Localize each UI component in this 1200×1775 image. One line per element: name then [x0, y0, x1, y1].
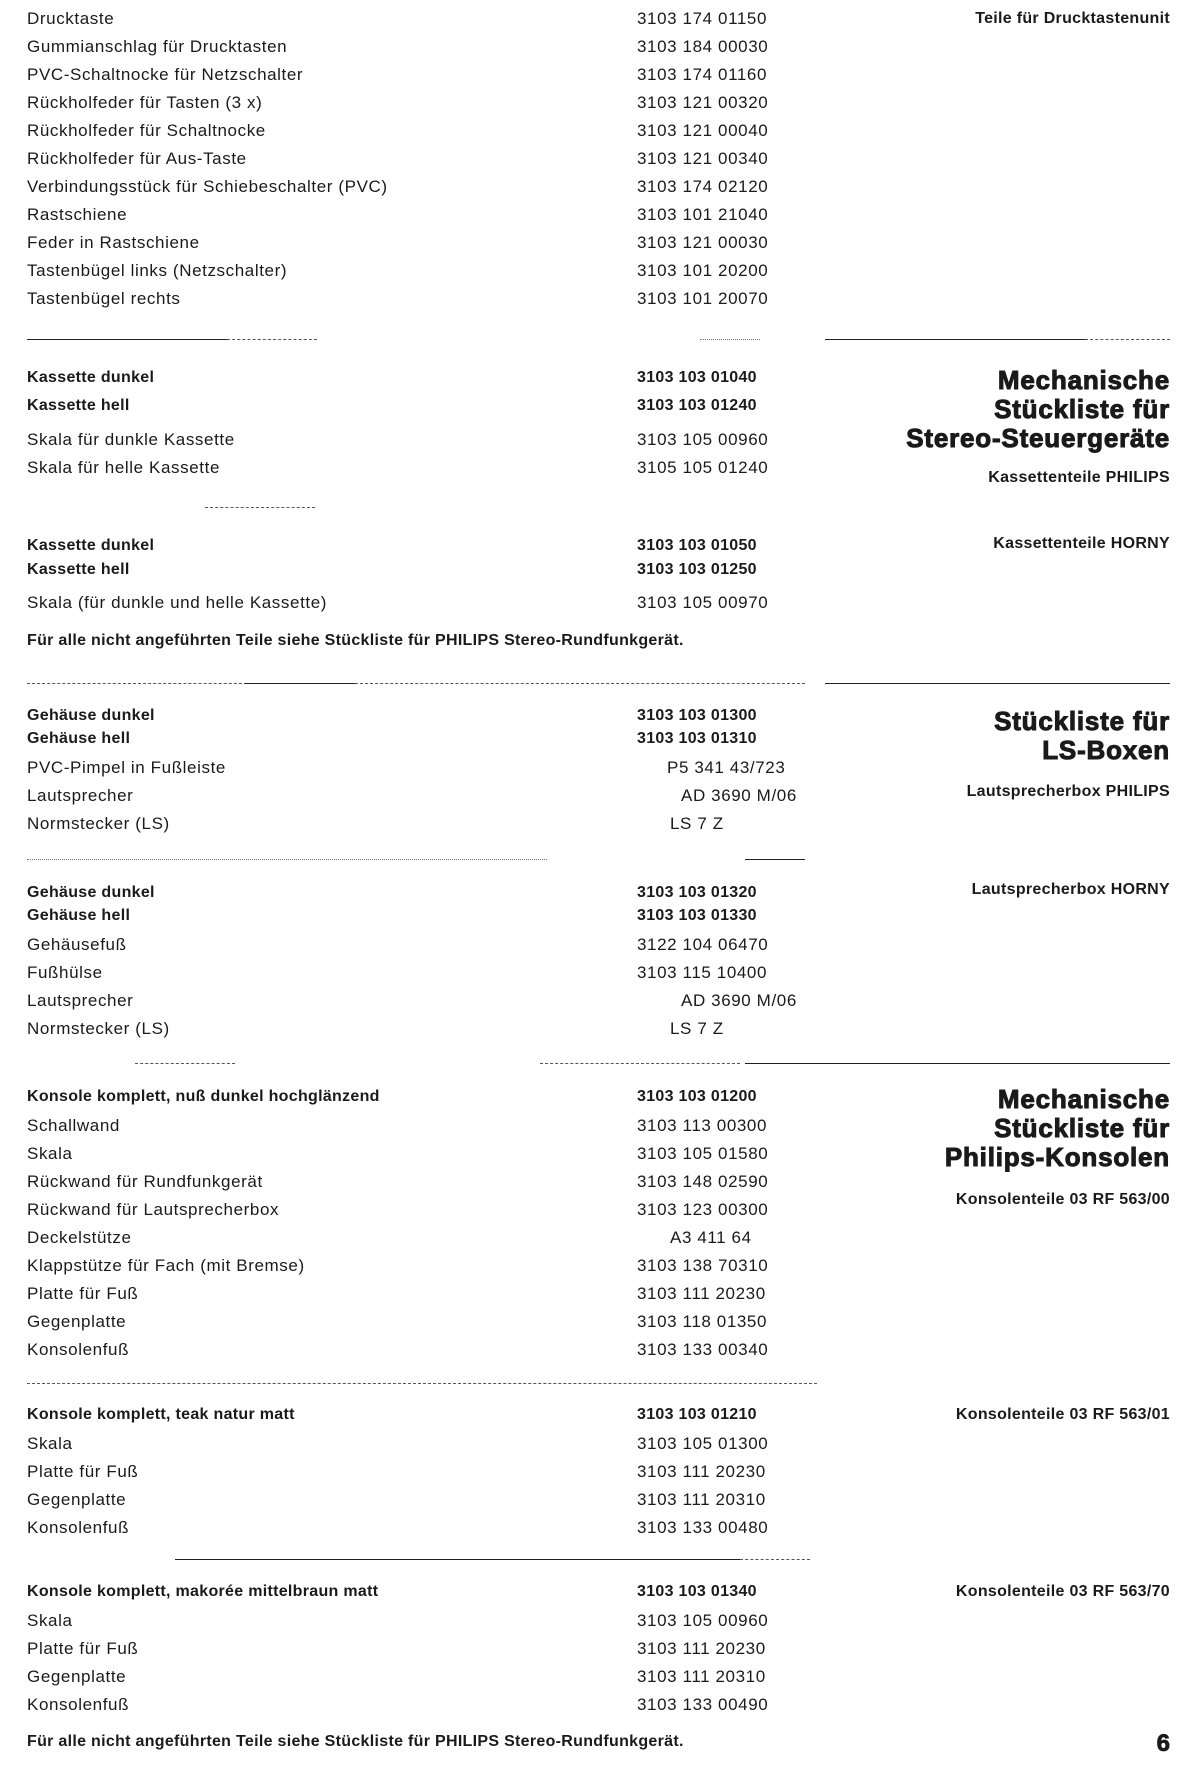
part-name: Skala für helle Kassette — [27, 458, 220, 477]
part-row — [27, 1406, 777, 1430]
part-row — [27, 458, 777, 482]
part-number: 3103 103 01240 — [637, 397, 757, 414]
section-heading — [906, 366, 1170, 453]
part-name: Kassette dunkel — [27, 369, 155, 386]
part-row — [27, 1518, 777, 1542]
part-row — [27, 1228, 777, 1252]
part-row — [27, 1695, 777, 1719]
divider — [175, 1559, 740, 1560]
part-name: Gegenplatte — [27, 1312, 127, 1331]
part-name: Skala für dunkle Kassette — [27, 430, 235, 449]
part-name: Normstecker (LS) — [27, 814, 170, 833]
part-name: Tastenbügel links (Netzschalter) — [27, 261, 288, 280]
part-row — [27, 814, 777, 838]
divider — [700, 339, 760, 340]
part-number: 3103 105 00970 — [637, 593, 769, 612]
part-row — [27, 37, 777, 61]
divider — [825, 339, 1085, 340]
divider — [745, 859, 805, 860]
side-label: Lautsprecherbox HORNY — [971, 881, 1170, 898]
part-number: 3103 123 00300 — [637, 1200, 769, 1219]
part-row — [27, 1312, 777, 1336]
part-name: Skala (für dunkle und helle Kassette) — [27, 593, 328, 612]
part-row — [27, 593, 777, 617]
part-name: Gehäusefuß — [27, 935, 127, 954]
part-row — [27, 1611, 777, 1635]
part-row — [27, 121, 777, 145]
divider — [27, 859, 547, 860]
divider — [135, 1063, 235, 1064]
part-number: 3103 103 01210 — [637, 1406, 757, 1423]
part-number: 3122 104 06470 — [637, 935, 769, 954]
footnote: Für alle nicht angeführten Teile siehe Stückliste für PHILIPS Stereo-Rundfunkgerät. — [27, 632, 684, 649]
part-name: Konsolenfuß — [27, 1340, 130, 1359]
part-number: 3103 101 20200 — [637, 261, 769, 280]
part-number: 3103 103 01050 — [637, 537, 757, 554]
part-number: 3103 101 20070 — [637, 289, 769, 308]
part-name: Rückholfeder für Aus-Taste — [27, 149, 247, 168]
divider — [245, 683, 355, 684]
part-name: Tastenbügel rechts — [27, 289, 181, 308]
section-heading-line: Stückliste für — [994, 706, 1170, 736]
part-row — [27, 93, 777, 117]
part-name: Rückholfeder für Tasten (3 x) — [27, 93, 263, 112]
part-number: 3103 103 01250 — [637, 561, 757, 578]
part-name: Gegenplatte — [27, 1490, 127, 1509]
part-number: 3103 121 00320 — [637, 93, 769, 112]
part-row — [27, 1088, 777, 1112]
part-number: 3103 148 02590 — [637, 1172, 769, 1191]
section-heading-line: Stereo-Steuergeräte — [906, 423, 1170, 453]
part-number: LS 7 Z — [670, 1019, 724, 1038]
part-name: Drucktaste — [27, 9, 115, 28]
part-row — [27, 9, 777, 33]
part-name: Konsole komplett, teak natur matt — [27, 1406, 295, 1423]
part-name: Normstecker (LS) — [27, 1019, 170, 1038]
part-name: Feder in Rastschiene — [27, 233, 200, 252]
part-number: 3103 103 01040 — [637, 369, 757, 386]
part-number: 3103 101 21040 — [637, 205, 769, 224]
part-number: 3103 111 20310 — [637, 1667, 766, 1686]
section-heading-line: Mechanische — [997, 365, 1170, 395]
part-name: Fußhülse — [27, 963, 103, 982]
part-number: 3103 105 00960 — [637, 430, 769, 449]
divider — [27, 339, 227, 340]
divider — [355, 683, 805, 684]
side-label: Konsolenteile 03 RF 563/70 — [955, 1583, 1170, 1600]
part-number: 3103 111 20230 — [637, 1462, 766, 1481]
part-name: Gegenplatte — [27, 1667, 127, 1686]
part-number: 3103 105 00960 — [637, 1611, 769, 1630]
part-row — [27, 1284, 777, 1308]
divider — [27, 683, 257, 684]
part-number: AD 3690 M/06 — [681, 991, 797, 1010]
part-row — [27, 1462, 777, 1486]
part-name: Gehäuse hell — [27, 730, 131, 747]
part-number: 3103 133 00340 — [637, 1340, 769, 1359]
divider — [825, 683, 1170, 684]
part-row — [27, 1256, 777, 1280]
part-name: Kassette hell — [27, 397, 130, 414]
part-row — [27, 65, 777, 89]
part-number: 3103 174 02120 — [637, 177, 769, 196]
part-number: AD 3690 M/06 — [681, 786, 797, 805]
part-name: Gehäuse hell — [27, 907, 131, 924]
part-name: Platte für Fuß — [27, 1462, 139, 1481]
part-name: Skala — [27, 1611, 73, 1630]
part-row — [27, 1639, 777, 1663]
part-row — [27, 205, 777, 229]
part-name: PVC-Pimpel in Fußleiste — [27, 758, 226, 777]
part-number: P5 341 43/723 — [667, 758, 786, 777]
part-name: Skala — [27, 1144, 73, 1163]
part-row — [27, 561, 777, 585]
part-row — [27, 149, 777, 173]
part-name: Verbindungsstück für Schiebeschalter (PVC) — [27, 177, 388, 196]
side-label: Teile für Drucktastenunit — [975, 10, 1170, 27]
part-number: 3103 133 00480 — [637, 1518, 769, 1537]
part-name: Gehäuse dunkel — [27, 707, 155, 724]
part-row — [27, 289, 777, 313]
part-row — [27, 1490, 777, 1514]
part-row — [27, 935, 777, 959]
side-label: Konsolenteile 03 RF 563/00 — [955, 1191, 1170, 1208]
side-label: Kassettenteile HORNY — [993, 535, 1170, 552]
section-heading — [994, 707, 1170, 765]
part-name: PVC-Schaltnocke für Netzschalter — [27, 65, 304, 84]
part-row — [27, 1434, 777, 1458]
part-number: 3103 115 10400 — [637, 963, 768, 982]
part-row — [27, 397, 777, 421]
divider — [540, 1063, 740, 1064]
part-number: 3103 103 01340 — [637, 1583, 757, 1600]
part-row — [27, 758, 786, 782]
part-row — [27, 963, 777, 987]
divider — [227, 339, 317, 340]
part-number: 3103 121 00340 — [637, 149, 769, 168]
part-name: Klappstütze für Fach (mit Bremse) — [27, 1256, 305, 1275]
section-heading-line: Stückliste für — [994, 394, 1170, 424]
part-name: Rückwand für Lautsprecherbox — [27, 1200, 280, 1219]
part-number: 3103 103 01300 — [637, 707, 757, 724]
part-number: 3103 138 70310 — [637, 1256, 769, 1275]
side-label: Konsolenteile 03 RF 563/01 — [955, 1406, 1170, 1423]
part-row — [27, 1172, 777, 1196]
part-row — [27, 537, 777, 561]
part-row — [27, 707, 777, 731]
part-number: 3103 121 00040 — [637, 121, 769, 140]
part-number: 3105 105 01240 — [637, 458, 769, 477]
part-name: Schallwand — [27, 1116, 120, 1135]
part-name: Rastschiene — [27, 205, 128, 224]
part-name: Rückwand für Rundfunkgerät — [27, 1172, 263, 1191]
part-number: 3103 113 00300 — [637, 1116, 768, 1135]
part-name: Lautsprecher — [27, 991, 134, 1010]
part-number: 3103 184 00030 — [637, 37, 769, 56]
part-row — [27, 1583, 777, 1607]
part-number: 3103 174 01150 — [637, 9, 768, 28]
part-row — [27, 233, 777, 257]
side-label: Kassettenteile PHILIPS — [988, 469, 1170, 486]
divider — [27, 1383, 817, 1384]
divider — [205, 507, 315, 508]
part-row — [27, 1144, 777, 1168]
part-name: Rückholfeder für Schaltnocke — [27, 121, 266, 140]
part-number: 3103 133 00490 — [637, 1695, 769, 1714]
divider — [740, 1559, 810, 1560]
part-name: Skala — [27, 1434, 73, 1453]
part-row — [27, 177, 777, 201]
part-number: 3103 103 01310 — [637, 730, 757, 747]
part-name: Lautsprecher — [27, 786, 134, 805]
part-row — [27, 430, 777, 454]
section-heading-line: Stückliste für — [994, 1113, 1170, 1143]
part-name: Konsolenfuß — [27, 1518, 130, 1537]
part-name: Konsole komplett, makorée mittelbraun matt — [27, 1583, 379, 1600]
part-row — [27, 1019, 777, 1043]
part-number: 3103 103 01200 — [637, 1088, 757, 1105]
part-number: 3103 111 20230 — [637, 1284, 766, 1303]
part-name: Konsolenfuß — [27, 1695, 130, 1714]
divider — [1085, 339, 1170, 340]
section-heading-line: Mechanische — [997, 1084, 1170, 1114]
part-name: Deckelstütze — [27, 1228, 132, 1247]
section-heading — [945, 1085, 1170, 1172]
part-row — [27, 991, 797, 1015]
section-heading-line: LS-Boxen — [1042, 735, 1170, 765]
side-label: Lautsprecherbox PHILIPS — [966, 783, 1170, 800]
divider — [745, 1063, 1170, 1064]
part-name: Kassette dunkel — [27, 537, 155, 554]
part-row — [27, 786, 797, 810]
part-row — [27, 1667, 777, 1691]
page-number: 6 — [1156, 1730, 1170, 1757]
part-number: 3103 174 01160 — [637, 65, 768, 84]
section-heading-line: Philips-Konsolen — [944, 1142, 1170, 1172]
part-number: 3103 103 01330 — [637, 907, 757, 924]
part-name: Kassette hell — [27, 561, 130, 578]
part-number: 3103 103 01320 — [637, 884, 757, 901]
part-row — [27, 1340, 777, 1364]
part-row — [27, 1116, 777, 1140]
part-row — [27, 884, 777, 908]
part-name: Platte für Fuß — [27, 1284, 139, 1303]
part-name: Platte für Fuß — [27, 1639, 139, 1658]
part-row — [27, 369, 777, 393]
footnote: Für alle nicht angeführten Teile siehe Stückliste für PHILIPS Stereo-Rundfunkgerät. — [27, 1733, 684, 1750]
part-row — [27, 907, 777, 931]
part-number: 3103 105 01300 — [637, 1434, 769, 1453]
part-number: 3103 118 01350 — [637, 1312, 768, 1331]
part-number: 3103 105 01580 — [637, 1144, 769, 1163]
part-number: 3103 111 20310 — [637, 1490, 766, 1509]
part-row — [27, 1200, 777, 1224]
part-number: 3103 121 00030 — [637, 233, 769, 252]
part-row — [27, 261, 777, 285]
part-number: A3 411 64 — [670, 1228, 752, 1247]
part-number: 3103 111 20230 — [637, 1639, 766, 1658]
part-name: Konsole komplett, nuß dunkel hochglänzend — [27, 1088, 380, 1105]
part-row — [27, 730, 777, 754]
part-name: Gehäuse dunkel — [27, 884, 155, 901]
part-number: LS 7 Z — [670, 814, 724, 833]
part-name: Gummianschlag für Drucktasten — [27, 37, 288, 56]
